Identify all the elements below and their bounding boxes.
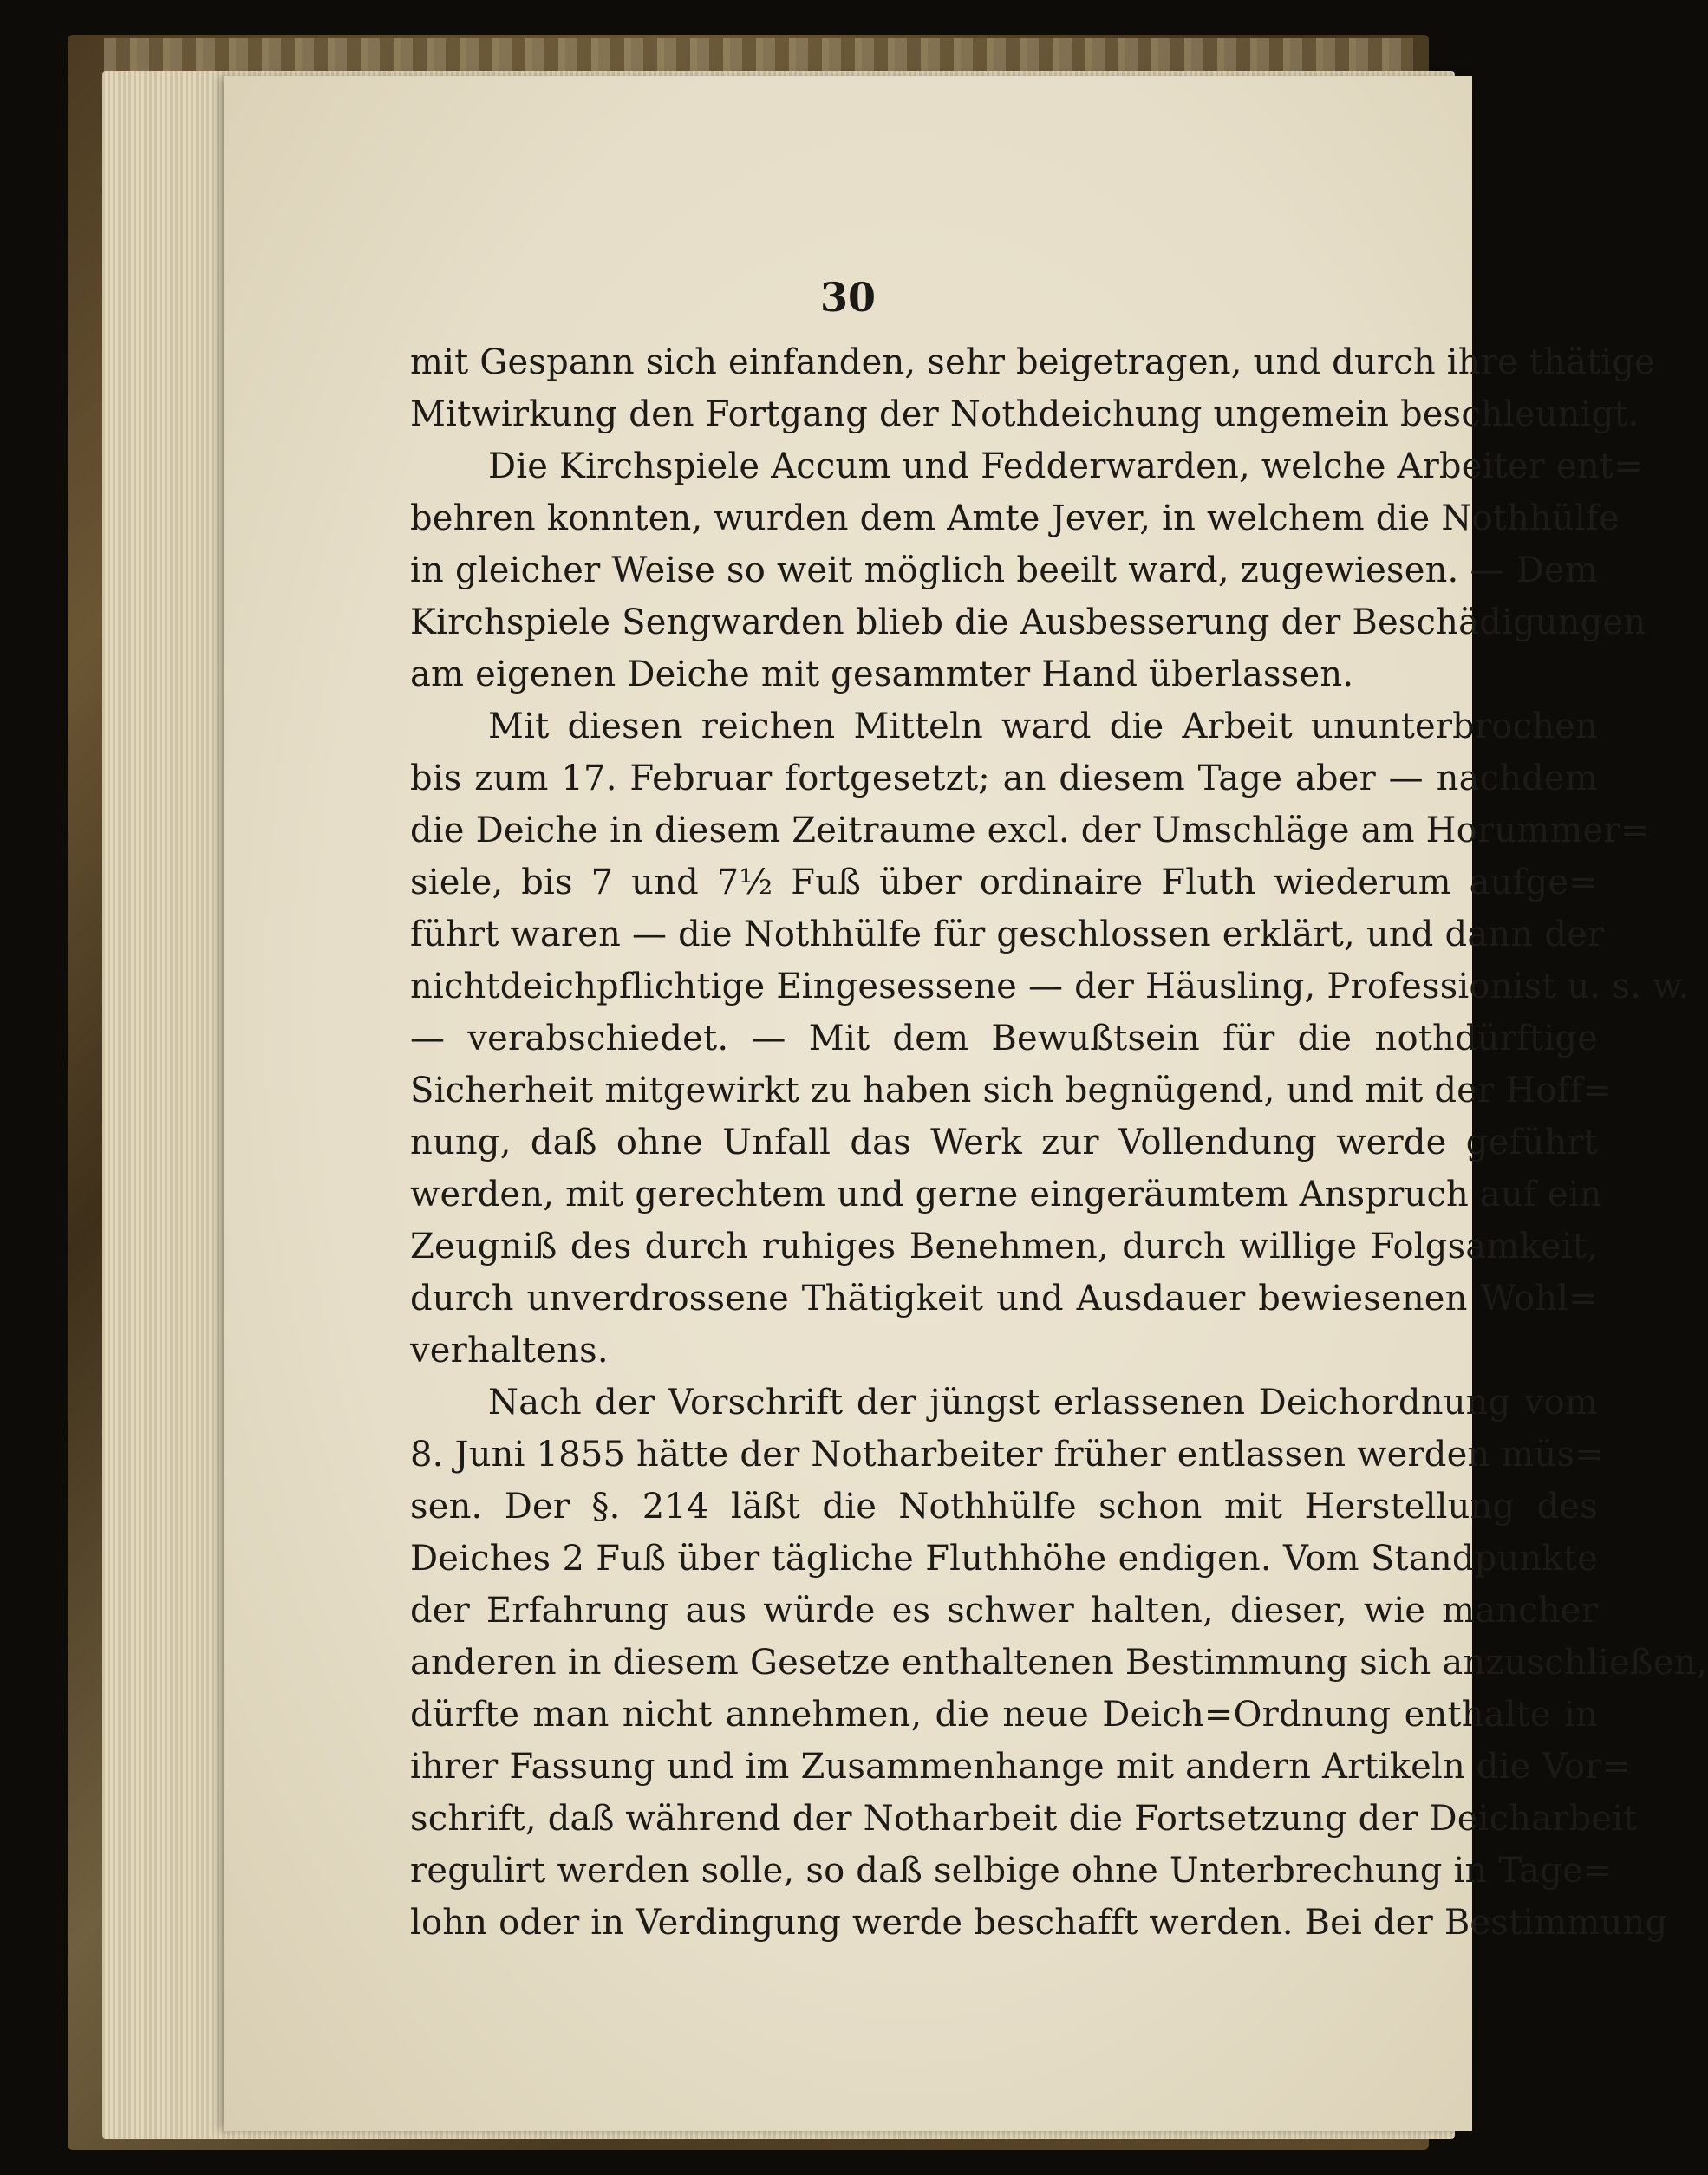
text-line: Sicherheit mitgewirkt zu haben sich begnügend, und mit der Hoff=: [410, 1071, 1613, 1110]
text-line: regulirt werden solle, so daß selbige ohne Unterbrechung in Tage=: [410, 1851, 1613, 1891]
text-line: werden, mit gerechtem und gerne eingeräumtem Anspruch auf ein: [410, 1175, 1602, 1214]
text-line: in gleicher Weise so weit möglich beeilt ward, zugewiesen. — Dem: [410, 550, 1598, 590]
text-line: bis zum 17. Februar fortgesetzt; an diesem Tage aber — nachdem: [410, 759, 1598, 798]
text-line: Mitwirkung den Fortgang der Nothdeichung ungemein beschleunigt.: [410, 394, 1640, 434]
body-text: [410, 336, 1708, 1949]
text-line: nichtdeichpflichtige Eingesessene — der Häusling, Professionist u. s. w.: [410, 967, 1690, 1006]
text-line: anderen in diesem Gesetze enthaltenen Bestimmung sich anzuschließen,: [410, 1643, 1708, 1683]
text-line: — verabschiedet. — Mit dem Bewußtsein für die nothdürftige: [410, 1019, 1598, 1058]
text-line: Die Kirchspiele Accum und Fedderwarden, welche Arbeiter ent=: [488, 446, 1643, 486]
text-line: durch unverdrossene Thätigkeit und Ausdauer bewiesenen Wohl=: [410, 1279, 1598, 1319]
text-line: schrift, daß während der Notharbeit die Fortsetzung der Deicharbeit: [410, 1799, 1638, 1839]
text-line: siele, bis 7 und 7½ Fuß über ordinaire Fluth wiederum aufge=: [410, 863, 1598, 902]
text-line: nung, daß ohne Unfall das Werk zur Vollendung werde geführt: [410, 1123, 1598, 1162]
text-line: sen. Der §. 214 läßt die Nothhülfe schon mit Herstellung des: [410, 1487, 1598, 1527]
text-line: am eigenen Deiche mit gesammter Hand überlassen.: [410, 654, 1354, 694]
text-line: der Erfahrung aus würde es schwer halten, dieser, wie mancher: [410, 1591, 1598, 1631]
text-line: verhaltens.: [410, 1331, 609, 1371]
text-line: 8. Juni 1855 hätte der Notharbeiter früher entlassen werden müs=: [410, 1435, 1604, 1475]
text-line: Deiches 2 Fuß über tägliche Fluthhöhe endigen. Vom Standpunkte: [410, 1539, 1598, 1579]
text-line: mit Gespann sich einfanden, sehr beigetragen, und durch ihre thätige: [410, 342, 1656, 382]
text-line: behren konnten, wurden dem Amte Jever, in welchem die Nothhülfe: [410, 498, 1620, 538]
book-page: [224, 76, 1708, 2131]
text-line: die Deiche in diesem Zeitraume excl. der Umschläge am Horummer=: [410, 811, 1650, 850]
text-line: lohn oder in Verdingung werde beschafft werden. Bei der Bestimmung: [410, 1903, 1668, 1943]
text-line: Nach der Vorschrift der jüngst erlassenen Deichordnung vom: [488, 1383, 1598, 1423]
text-line: dürfte man nicht annehmen, die neue Deich=Ordnung enthalte in: [410, 1695, 1598, 1735]
text-line: ihrer Fassung und im Zusammenhange mit andern Artikeln die Vor=: [410, 1747, 1632, 1787]
text-line: führt waren — die Nothhülfe für geschlossen erklärt, und dann der: [410, 915, 1605, 954]
text-line: Mit diesen reichen Mitteln ward die Arbeit ununterbrochen: [488, 707, 1598, 746]
text-line: Zeugniß des durch ruhiges Benehmen, durch willige Folgsamkeit,: [410, 1227, 1598, 1267]
page-number: 30: [819, 274, 876, 321]
text-line: Kirchspiele Sengwarden blieb die Ausbesserung der Beschädigungen: [410, 602, 1646, 642]
